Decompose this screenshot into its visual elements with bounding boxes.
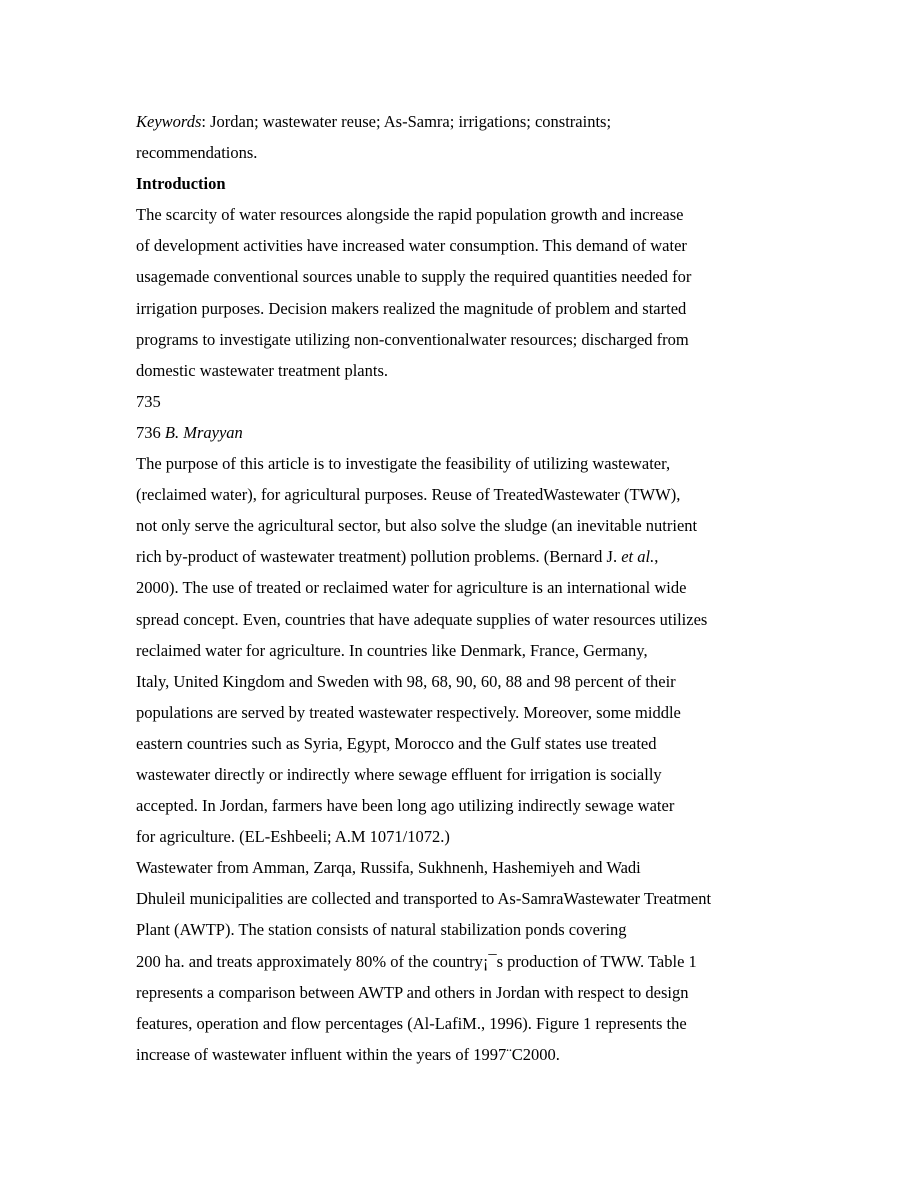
body-text-line: features, operation and flow percentages (Al-LafiM., 1996). Figure 1 represents the [136,1013,687,1033]
body-text-line: increase of wastewater influent within the years of 1997¨C2000. [136,1044,560,1064]
body-text-line: reclaimed water for agriculture. In countries like Denmark, France, Germany, [136,640,648,660]
body-text-line: for agriculture. (EL-Eshbeeli; A.M 1071/1072.) [136,827,450,847]
body-text-line: accepted. In Jordan, farmers have been long ago utilizing indirectly sewage water [136,796,675,816]
citation-text: rich by-product of wastewater treatment) pollution problems. (Bernard J. [136,547,622,567]
section-heading-introduction: Introduction [136,174,226,194]
page-number: 735 [136,391,161,411]
intro-text-line: usagemade conventional sources unable to supply the required quantities needed for [136,267,692,287]
body-text-line: Plant (AWTP). The station consists of natural stabilization ponds covering [136,920,627,940]
body-text-line: populations are served by treated wastewater respectively. Moreover, some middle [136,702,681,722]
body-text-line: Italy, United Kingdom and Sweden with 98, 68, 90, 60, 88 and 98 percent of their [136,671,676,691]
body-text-line: Wastewater from Amman, Zarqa, Russifa, Sukhnenh, Hashemiyeh and Wadi [136,858,641,878]
body-text-line: 2000). The use of treated or reclaimed water for agriculture is an international wide [136,578,687,598]
body-text-line-citation [136,541,796,572]
keywords-label: Keywords [136,112,202,131]
keywords-text: : Jordan; wastewater reuse; As-Samra; irrigations; constraints; [201,112,612,131]
body-text-line: represents a comparison between AWTP and others in Jordan with respect to design [136,982,689,1002]
document-page [136,106,796,1070]
body-text-line: 200 ha. and treats approximately 80% of the country¡¯s production of TWW. Table 1 [136,951,697,971]
keywords-line-2: recommendations. [136,143,258,163]
body-text-line: not only serve the agricultural sector, but also solve the sludge (an inevitable nutrient [136,516,698,536]
intro-text-line: The scarcity of water resources alongside the rapid population growth and increase [136,205,684,225]
body-text-line: Dhuleil municipalities are collected and transported to As-SamraWastewater Treatment [136,889,712,909]
body-text-line: eastern countries such as Syria, Egypt, Morocco and the Gulf states use treated [136,733,657,753]
body-text-line: (reclaimed water), for agricultural purposes. Reuse of TreatedWastewater (TWW), [136,485,681,505]
body-text-line: wastewater directly or indirectly where sewage effluent for irrigation is socially [136,764,662,784]
intro-text-line: irrigation purposes. Decision makers realized the magnitude of problem and started [136,298,687,318]
intro-text-line: domestic wastewater treatment plants. [136,360,388,380]
running-header [136,417,796,448]
running-header-number: 736 [136,422,161,442]
citation-comma: , [654,547,659,567]
body-text-line: The purpose of this article is to investigate the feasibility of utilizing wastewater, [136,454,671,474]
running-header-author: B. Mrayyan [164,422,243,442]
citation-et-al: et al. [621,547,655,567]
body-text-line: spread concept. Even, countries that have adequate supplies of water resources utilizes [136,609,708,629]
intro-text-line: programs to investigate utilizing non-conventionalwater resources; discharged from [136,329,689,349]
keywords-line-1 [136,106,796,137]
intro-text-line: of development activities have increased water consumption. This demand of water [136,236,687,256]
